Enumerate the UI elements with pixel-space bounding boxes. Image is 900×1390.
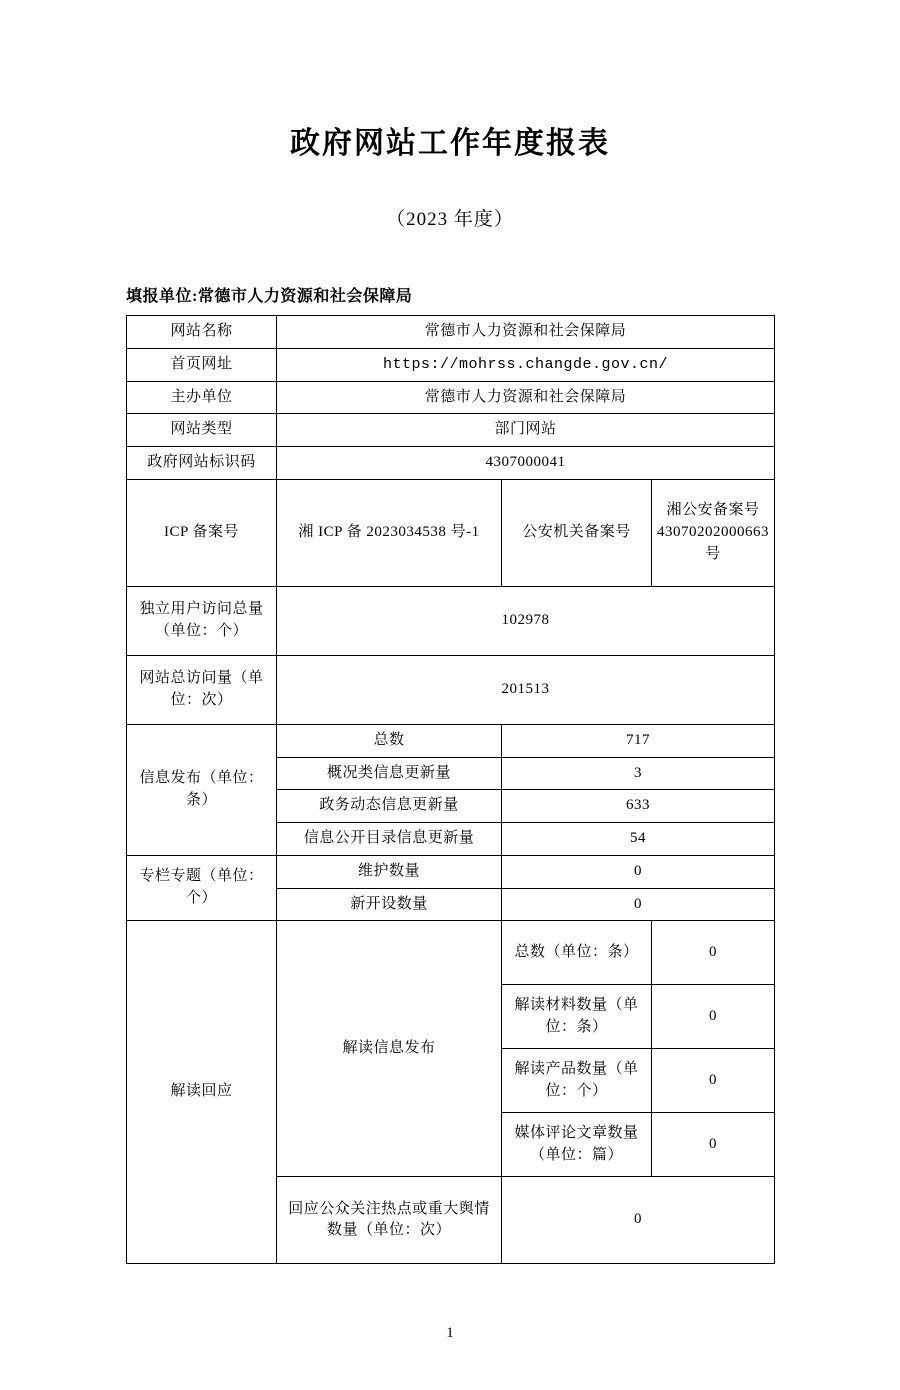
document-page — [0, 118, 900, 1390]
annual-report-table — [126, 315, 775, 1264]
table-row — [127, 414, 775, 447]
info-publish-row-name: 概况类信息更新量 — [277, 757, 502, 790]
police-record-label: 公安机关备案号 — [502, 479, 652, 586]
table-row — [127, 655, 775, 724]
info-publish-row-value: 3 — [502, 757, 775, 790]
page-number: 1 — [446, 1325, 454, 1341]
filler-unit-label: 填报单位: — [126, 288, 198, 305]
response-value: 0 — [502, 1177, 775, 1264]
unique-visitors-value: 102978 — [277, 586, 775, 655]
info-publish-row-name: 政务动态信息更新量 — [277, 790, 502, 823]
table-row — [127, 348, 775, 381]
icp-value: 湘 ICP 备 2023034538 号-1 — [277, 479, 502, 586]
column-topic-row-value: 0 — [502, 855, 775, 888]
column-topic-row-value: 0 — [502, 888, 775, 921]
police-record-value: 湘公安备案号 43070202000663 号 — [652, 479, 775, 586]
interpretation-row-name: 解读产品数量（单位：个） — [502, 1049, 652, 1113]
table-row — [127, 855, 775, 888]
interpretation-row-value: 0 — [652, 1113, 775, 1177]
interpretation-label: 解读回应 — [127, 921, 277, 1264]
interpretation-publish-label: 解读信息发布 — [277, 921, 502, 1177]
column-topic-row-name: 维护数量 — [277, 855, 502, 888]
column-topic-label: 专栏专题（单位：个） — [127, 855, 277, 921]
info-publish-row-value: 717 — [502, 724, 775, 757]
total-visits-value: 201513 — [277, 655, 775, 724]
table-row — [127, 586, 775, 655]
info-publish-row-value: 633 — [502, 790, 775, 823]
table-row — [127, 479, 775, 586]
filler-unit-value: 常德市人力资源和社会保障局 — [197, 288, 413, 305]
table-row — [127, 724, 775, 757]
table-row — [127, 921, 775, 985]
icp-label: ICP 备案号 — [127, 479, 277, 586]
unique-visitors-label: 独立用户访问总量（单位：个） — [127, 586, 277, 655]
info-publish-row-name: 信息公开目录信息更新量 — [277, 823, 502, 856]
site-name-value: 常德市人力资源和社会保障局 — [277, 316, 775, 349]
filler-unit-line — [126, 283, 900, 306]
column-topic-row-name: 新开设数量 — [277, 888, 502, 921]
site-code-value: 4307000041 — [277, 447, 775, 480]
total-visits-label: 网站总访问量（单位：次） — [127, 655, 277, 724]
site-type-label: 网站类型 — [127, 414, 277, 447]
site-name-label: 网站名称 — [127, 316, 277, 349]
info-publish-row-value: 54 — [502, 823, 775, 856]
interpretation-row-name: 媒体评论文章数量（单位：篇） — [502, 1113, 652, 1177]
homepage-value: https://mohrss.changde.gov.cn/ — [277, 348, 775, 381]
site-code-label: 政府网站标识码 — [127, 447, 277, 480]
table-row — [127, 447, 775, 480]
interpretation-row-name: 解读材料数量（单位：条） — [502, 985, 652, 1049]
page-subtitle: （2023 年度） — [386, 209, 514, 230]
interpretation-row-value: 0 — [652, 985, 775, 1049]
table-row — [127, 316, 775, 349]
interpretation-row-value: 0 — [652, 1049, 775, 1113]
sponsor-label: 主办单位 — [127, 381, 277, 414]
homepage-label: 首页网址 — [127, 348, 277, 381]
info-publish-row-name: 总数 — [277, 724, 502, 757]
interpretation-row-value: 0 — [652, 921, 775, 985]
site-type-value: 部门网站 — [277, 414, 775, 447]
response-label: 回应公众关注热点或重大舆情数量（单位：次） — [277, 1177, 502, 1264]
sponsor-value: 常德市人力资源和社会保障局 — [277, 381, 775, 414]
page-title: 政府网站工作年度报表 — [290, 127, 610, 160]
table-row — [127, 381, 775, 414]
info-publish-label: 信息发布（单位：条） — [127, 724, 277, 855]
interpretation-row-name: 总数（单位：条） — [502, 921, 652, 985]
